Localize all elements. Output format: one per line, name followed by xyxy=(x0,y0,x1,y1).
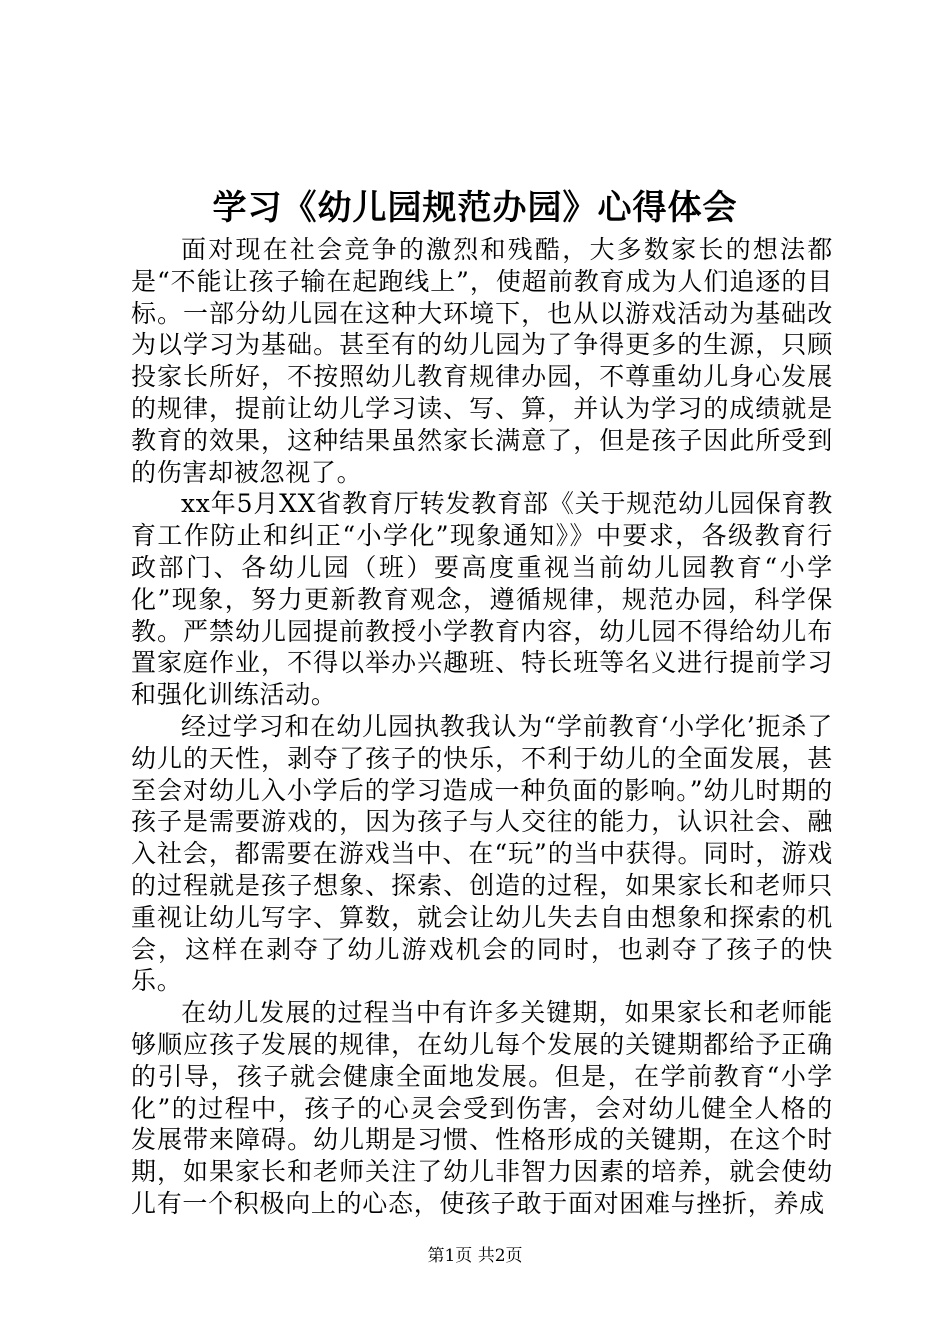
paragraph-1: 面对现在社会竞争的激烈和残酷，大多数家长的想法都是“不能让孩子输在起跑线上”，使超前教育成为人们追逐的目标。一部分幼儿园在这种大环境下，也从以游戏活动为基础改为以学习为基础。甚至有的幼儿园为了争得更多的生源，只顾投家长所好，不按照幼儿教育规律办园，不尊重幼儿身心发展的规律，提前让幼儿学习读、写、算，并认为学习的成绩就是教育的效果，这种结果虽然家长满意了，但是孩子因此所受到的伤害却被忽视了。 xyxy=(131,235,833,487)
paragraph-4: 在幼儿发展的过程当中有许多关键期，如果家长和老师能够顺应孩子发展的规律，在幼儿每个发展的关键期都给予正确的引导，孩子就会健康全面地发展。但是，在学前教育“小学化”的过程中，孩子的心灵会受到伤害，会对幼儿健全人格的发展带来障碍。幼儿期是习惯、性格形成的关键期，在这个时期，如果家长和老师关注了幼儿非智力因素的培养，就会使幼儿有一个积极向上的心态，使孩子敢于面对困难与挫折，养成 xyxy=(131,998,833,1218)
paragraph-2: xx年5月XX省教育厅转发教育部《关于规范幼儿园保育教育工作防止和纠正“小学化”现象通知》》中要求，各级教育行政部门、各幼儿园（班）要高度重视当前幼儿园教育“小学化”现象，努力更新教育观念，遵循规律，规范办园，科学保教。严禁幼儿园提前教授小学教育内容，幼儿园不得给幼儿布置家庭作业，不得以举办兴趣班、特长班等名义进行提前学习和强化训练活动。 xyxy=(131,489,833,710)
page-number-footer: 第1页 共2页 xyxy=(427,1246,523,1266)
document-body xyxy=(131,234,833,1220)
document-title: 学习《幼儿园规范办园》心得体会 xyxy=(212,188,738,228)
paragraph-3: 经过学习和在幼儿园执教我认为“学前教育‘小学化’扼杀了幼儿的天性，剥夺了孩子的快乐，不利于幼儿的全面发展，甚至会对幼儿入小学后的学习造成一种负面的影响。”幼儿时期的孩子是需要游戏的，因为孩子与人交往的能力，认识社会、融入社会，都需要在游戏当中、在“玩”的当中获得。同时，游戏的过程就是孩子想象、探索、创造的过程，如果家长和老师只重视让幼儿写字、算数，就会让幼儿失去自由想象和探索的机会，这样在剥夺了幼儿游戏机会的同时，也剥夺了孩子的快乐。 xyxy=(131,711,833,996)
